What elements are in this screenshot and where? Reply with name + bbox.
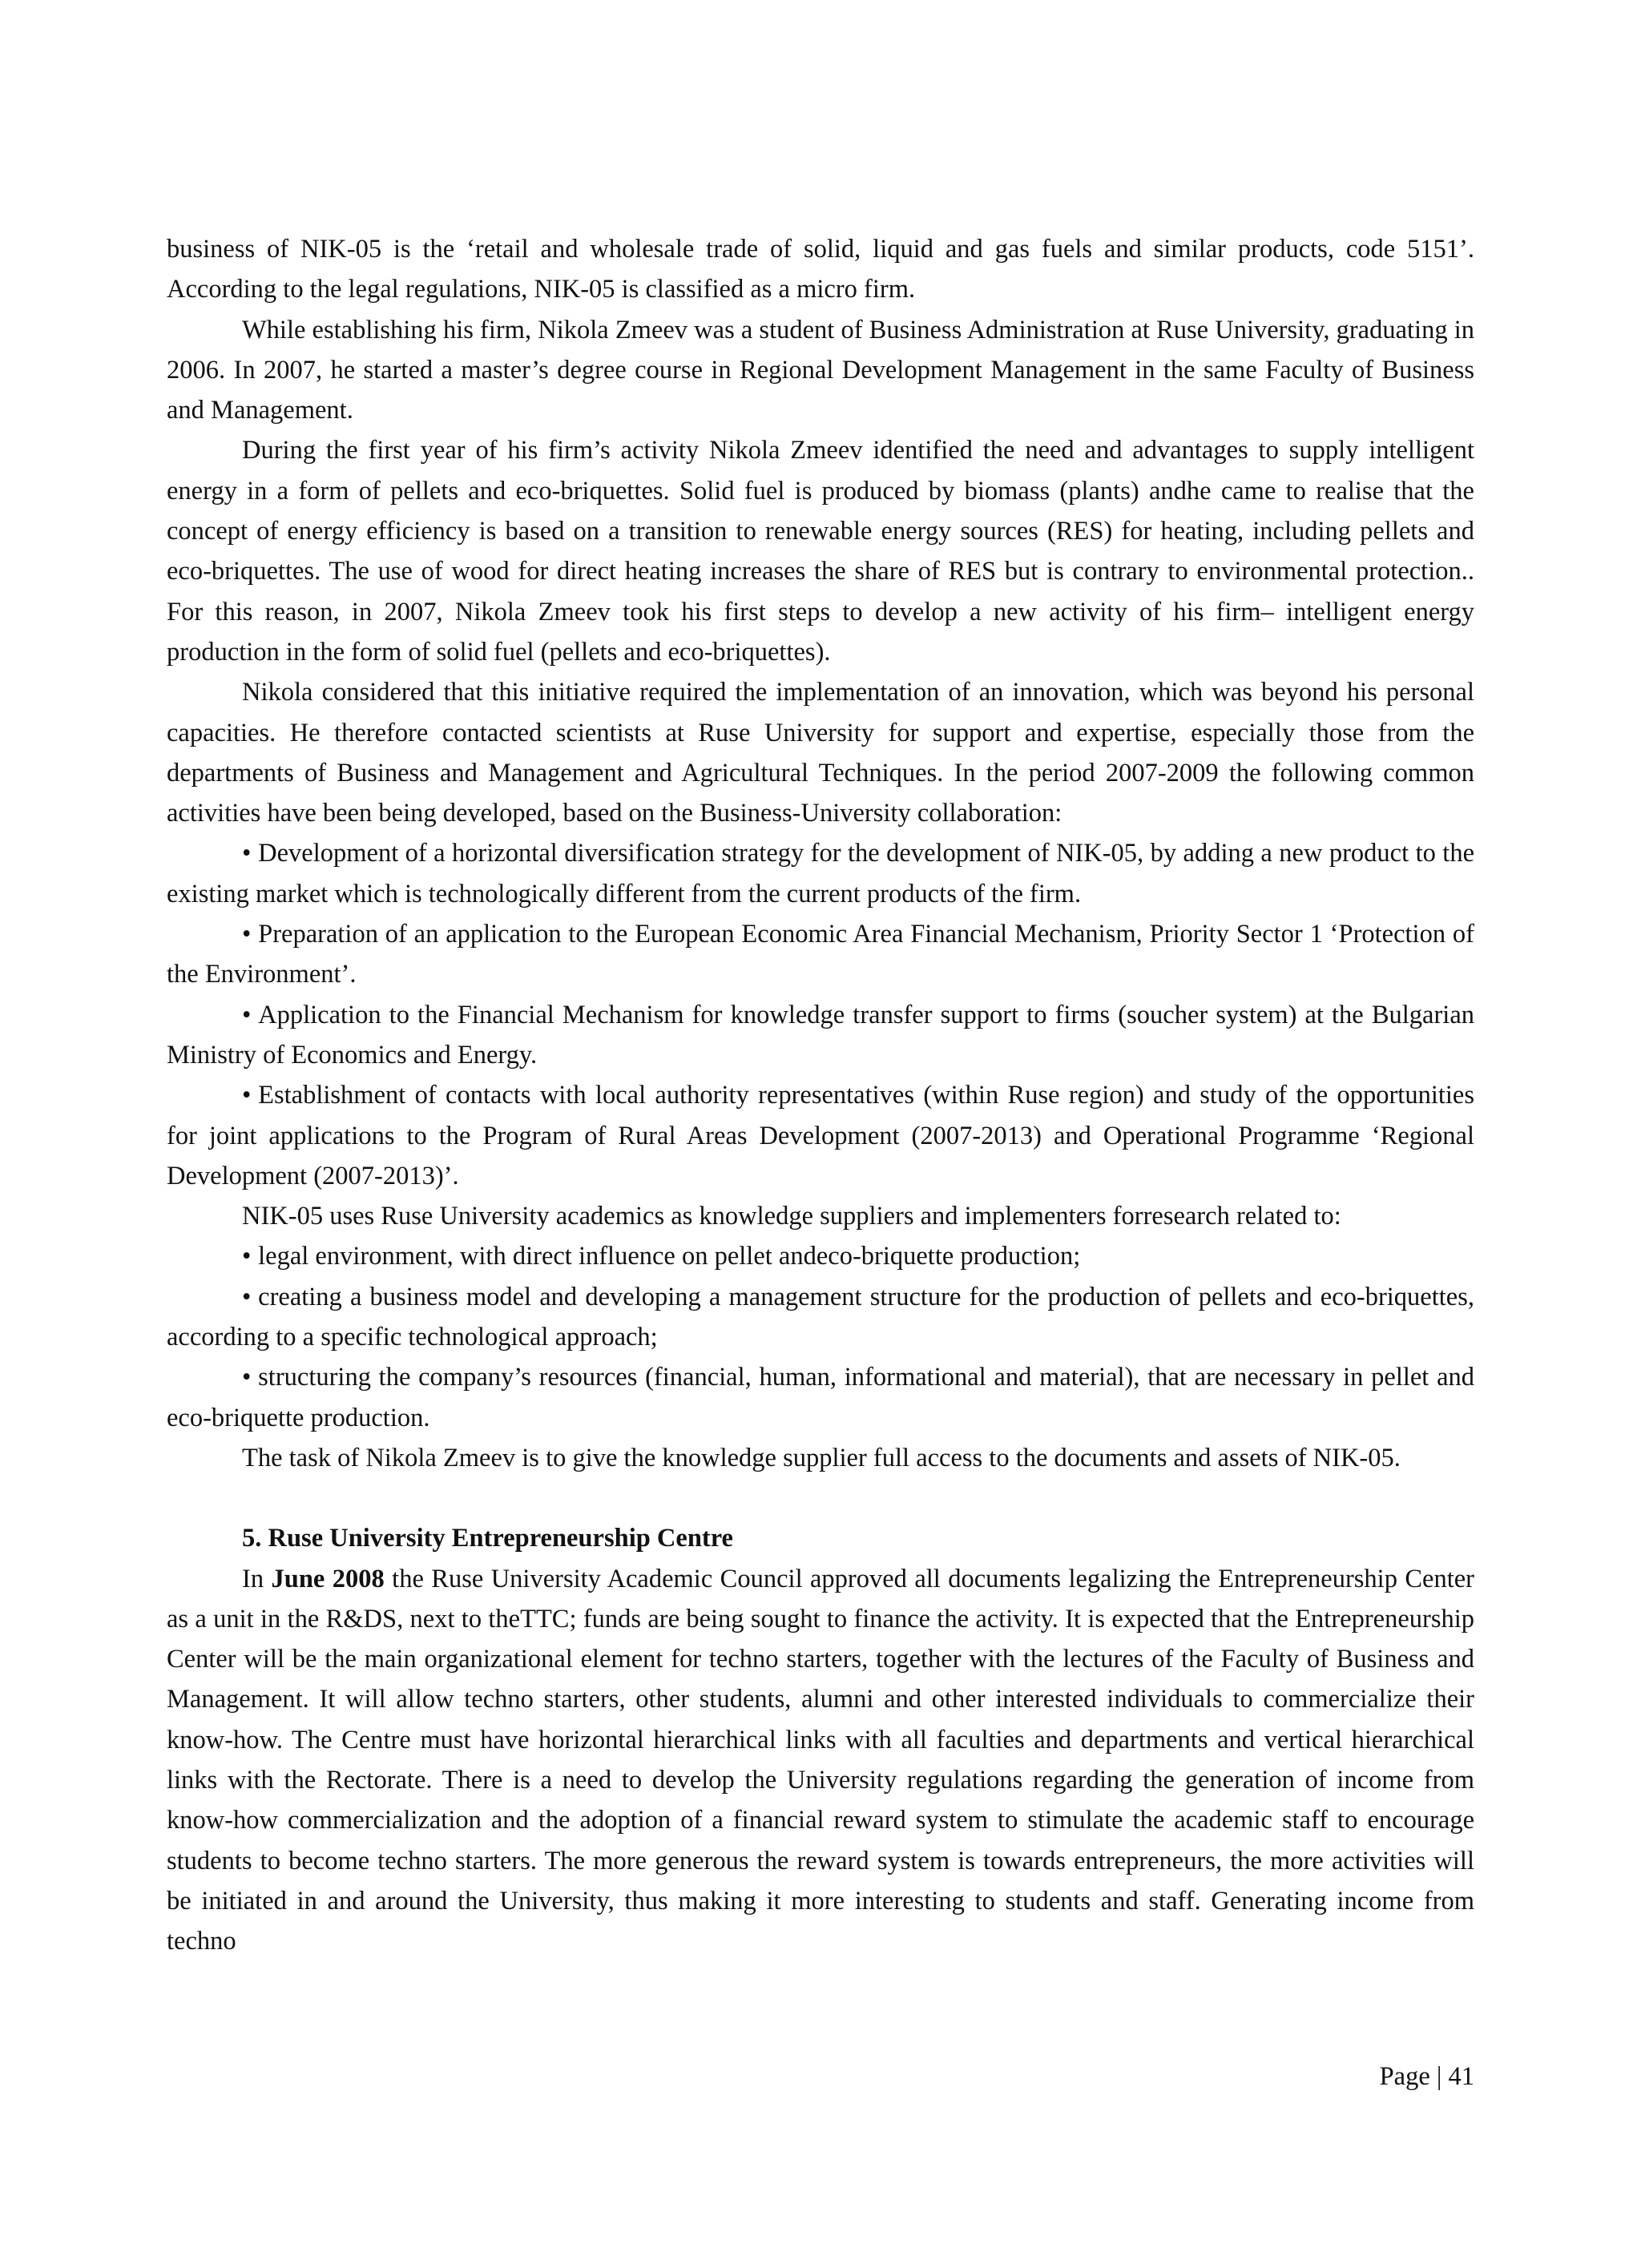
bullet-icon: •	[242, 1363, 252, 1392]
paragraph-establishing: While establishing his firm, Nikola Zmeev was a student of Business Administration at Ruse University, graduating in 2006. In 2007, he started a master’s degree course in Regional Development Management in the same Faculty of Business and Management.	[167, 315, 1474, 425]
bullet-text: Preparation of an application to the European Economic Area Financial Mechanism, Priority Sector 1 ‘Protection of the Environment’.	[167, 920, 1474, 989]
bullet-item	[167, 833, 1474, 914]
bullet-item	[167, 1277, 1474, 1358]
bullet-icon: •	[242, 1242, 252, 1271]
centre-date: June 2008	[271, 1564, 385, 1593]
bullet-item	[167, 1357, 1474, 1438]
bullet-icon: •	[242, 1000, 252, 1029]
centre-lead-text: In	[242, 1564, 264, 1593]
bullet-text: Establishment of contacts with local authority representatives (within Ruse region) and study of the opportunities for joint applications to the Program of Rural Areas Development (2007-2013) and Operational Programme ‘Regional Development (2007-2013)’.	[167, 1081, 1474, 1190]
page-number: Page | 41	[1379, 2062, 1474, 2091]
bullet-icon: •	[242, 920, 252, 949]
bullet-icon: •	[242, 1282, 252, 1311]
document-body	[167, 229, 1474, 1961]
bullet-icon: •	[242, 839, 252, 868]
bullet-item	[167, 914, 1474, 995]
bullet-item	[167, 1075, 1474, 1196]
bullet-icon: •	[242, 1081, 252, 1110]
bullet-item	[167, 1236, 1474, 1276]
bullet-item	[167, 995, 1474, 1076]
section-heading: 5. Ruse University Entrepreneurship Centre	[242, 1524, 733, 1553]
section-spacer	[167, 1478, 1474, 1518]
bullet-text: legal environment, with direct influence on pellet andeco-briquette production;	[258, 1242, 1081, 1271]
bullet-text: structuring the company’s resources (financial, human, informational and material), that are necessary in pellet and eco-briquette production.	[167, 1363, 1474, 1432]
bullet-text: Application to the Financial Mechanism for knowledge transfer support to firms (soucher system) at the Bulgarian Ministry of Economics and Energy.	[167, 1000, 1474, 1070]
paragraph-centre	[167, 1559, 1474, 1962]
research-bullet-list	[167, 1236, 1474, 1437]
paragraph-first-year: During the first year of his firm’s activity Nikola Zmeev identified the need and advantages to supply intelligent energy in a form of pellets and eco-briquettes. Solid fuel is produced by biomass (plants) andhe came to realise that the concept of energy efficiency is based on a transition to renewable energy sources (RES) for heating, including pellets and eco-briquettes. The use of wood for direct heating increases the share of RES but is contrary to environmental protection.. For this reason, in 2007, Nikola Zmeev took his first steps to develop a new activity of his firm– intelligent energy production in the form of solid fuel (pellets and eco-briquettes).	[167, 436, 1474, 667]
paragraph-initiative: Nikola considered that this initiative required the implementation of an innovation, which was beyond his personal capacities. He therefore contacted scientists at Ruse University for support and expertise, especially those from the departments of Business and Management and Agricultural Techniques. In the period 2007-2009 the following common activities have been being developed, based on the Business-University collaboration:	[167, 678, 1474, 828]
bullet-text: Development of a horizontal diversification strategy for the development of NIK-05, by adding a new product to the existing market which is technologically different from the current products of the firm.	[167, 839, 1474, 908]
paragraph-intro: business of NIK-05 is the ‘retail and wholesale trade of solid, liquid and gas fuels and similar products, code 5151’. According to the legal regulations, NIK-05 is classified as a micro firm.	[167, 235, 1474, 304]
activities-bullet-list	[167, 833, 1474, 1196]
bullet-text: creating a business model and developing a management structure for the production of pellets and eco-briquettes, according to a specific technological approach;	[167, 1282, 1474, 1352]
paragraph-task: The task of Nikola Zmeev is to give the knowledge supplier full access to the documents and assets of NIK-05.	[242, 1443, 1401, 1472]
centre-body-text: the Ruse University Academic Council approved all documents legalizing the Entrepreneurship Center as a unit in the R&DS, next to theTTC; funds are being sought to finance the activity. It is expected that the Entrepreneurship Center will be the main organizational element for techno starters, together with the lectures of the Faculty of Business and Management. It will allow techno starters, other students, alumni and other interested individuals to commercialize their know-how. The Centre must have horizontal hierarchical links with all faculties and departments and vertical hierarchical links with the Rectorate. There is a need to develop the University regulations regarding the generation of income from know-how commercialization and the adoption of a financial reward system to stimulate the academic staff to encourage students to become techno starters. The more generous the reward system is towards entrepreneurs, the more activities will be initiated in and around the University, thus making it more interesting to students and staff. Generating income from techno	[167, 1564, 1475, 1956]
paragraph-uses: NIK-05 uses Ruse University academics as knowledge suppliers and implementers forresearch related to:	[242, 1202, 1341, 1231]
